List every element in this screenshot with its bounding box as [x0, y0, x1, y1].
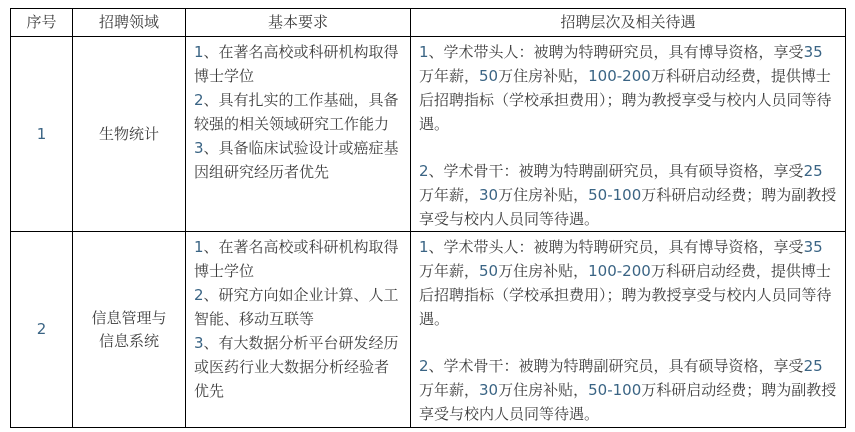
benefit-paragraph: 1、学术带头人：被聘为特聘研究员，具有博导资格，享受35万年薪，50万住房补贴，100-200万科研启动经费，提供博士后招聘指标（学校承担费用）；聘为教授享受与校内人员同等待遇。 — [419, 43, 832, 133]
row-number: 1 — [36, 124, 47, 143]
field-line: 生物统计 — [98, 124, 159, 143]
requirement-item: 1、在著名高校或科研机构取得博士学位 — [194, 43, 399, 85]
benefits-cell — [411, 37, 846, 232]
requirement-item: 3、有大数据分析平台研发经历或医药行业大数据分析经验者优先 — [194, 334, 399, 400]
header-benefits: 招聘层次及相关待遇 — [411, 9, 846, 37]
field-cell — [73, 232, 186, 428]
header-requirements: 基本要求 — [186, 9, 411, 37]
table-header-row — [11, 9, 846, 37]
table-row — [11, 232, 846, 428]
benefit-paragraph: 2、学术骨干：被聘为特聘副研究员，具有硕导资格，享受25万年薪，30万住房补贴，50-100万科研启动经费；聘为副教授享受与校内人员同等待遇。 — [419, 162, 837, 228]
requirements-cell — [186, 232, 411, 428]
requirement-item: 2、研究方向如企业计算、人工智能、移动互联等 — [194, 286, 399, 328]
header-number: 序号 — [11, 9, 73, 37]
row-number: 2 — [36, 320, 47, 338]
benefit-paragraph: 2、学术骨干：被聘为特聘副研究员，具有硕导资格，享受25万年薪，30万住房补贴，50-100万科研启动经费；聘为副教授享受与校内人员同等待遇。 — [419, 357, 837, 423]
benefit-paragraph: 1、学术带头人：被聘为特聘研究员，具有博导资格，享受35万年薪，50万住房补贴，100-200万科研启动经费，提供博士后招聘指标（学校承担费用）；聘为教授享受与校内人员同等待遇。 — [419, 238, 832, 328]
requirement-item: 3、具备临床试验设计或癌症基因组研究经历者优先 — [194, 139, 399, 181]
requirements-cell — [186, 37, 411, 232]
header-field: 招聘领域 — [73, 9, 186, 37]
row-number-cell — [11, 37, 73, 232]
benefits-cell — [411, 232, 846, 428]
requirement-item: 1、在著名高校或科研机构取得博士学位 — [194, 238, 399, 280]
table-row — [11, 37, 846, 232]
row-number-cell — [11, 232, 73, 428]
field-cell — [73, 37, 186, 232]
field-line: 信息管理与 — [91, 308, 167, 327]
recruitment-table — [10, 8, 846, 428]
field-line: 信息系统 — [98, 331, 159, 350]
requirement-item: 2、具有扎实的工作基础，具备较强的相关领域研究工作能力 — [194, 91, 399, 133]
